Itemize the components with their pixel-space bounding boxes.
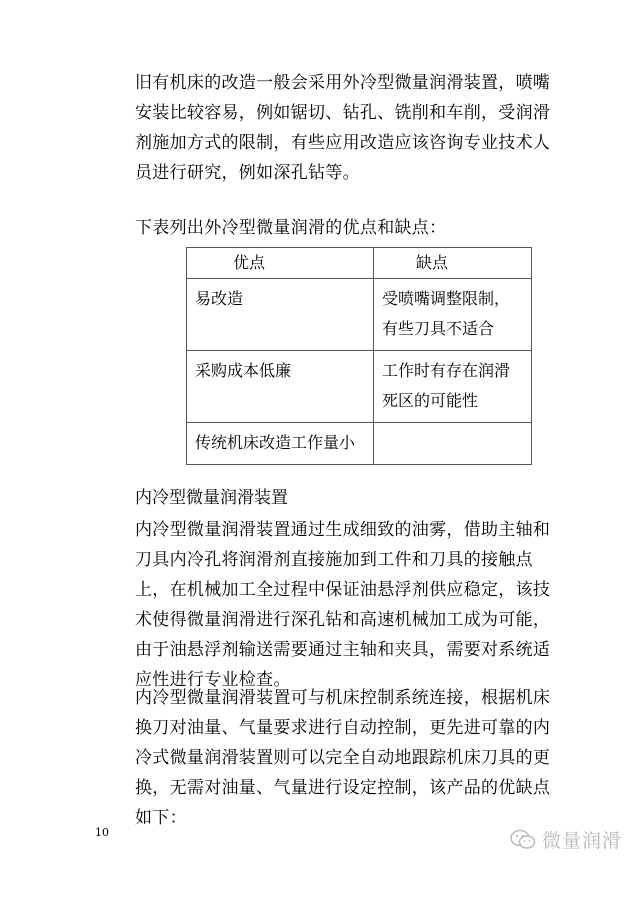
table-row: [187, 279, 532, 351]
table-cell-con: 受喷嘴调整限制，有些刀具不适合: [374, 279, 532, 351]
table-cell-con: 工作时有存在润滑死区的可能性: [374, 351, 532, 423]
table-cell-pro: 采购成本低廉: [187, 351, 374, 423]
page-number: 10: [95, 826, 109, 839]
paragraph-internal-cooling: 内冷型微量润滑装置通过生成细致的油雾，借助主轴和刀具内冷孔将润滑剂直接施加到工件和刀具的接触点上，在机械加工全过程中保证油悬浮剂供应稳定，该技术使得微量润滑进行深孔钻和高速机械加工成为可能，由于油悬浮剂输送需要通过主轴和夹具，需要对系统适应性进行专业检查。: [135, 520, 551, 690]
header-cons: 缺点: [374, 248, 532, 279]
table-cell-con: [374, 423, 532, 465]
section-heading: 内冷型微量润滑装置: [135, 488, 288, 508]
table-row: [187, 423, 532, 465]
paragraph-control: 内冷型微量润滑装置可与机床控制系统连接，根据机床换刀对油量、气量要求进行自动控制，更先进可靠的内冷式微量润滑装置则可以完全自动地跟踪机床刀具的更换，无需对油量、气量进行设定控制，该产品的优缺点如下：: [135, 688, 551, 828]
paragraph-retrofit: 旧有机床的改造一般会采用外冷型微量润滑装置，喷嘴安装比较容易，例如锯切、钻孔、铣削和车削，受润滑剂施加方式的限制，有些应用改造应该咨询专业技术人员进行研究，例如深孔钻等。: [135, 73, 551, 183]
watermark-text: 微量润滑: [542, 830, 623, 852]
table-cell-pro: 传统机床改造工作量小: [187, 423, 374, 465]
table-row: [187, 351, 532, 423]
table-header-row: [187, 248, 532, 279]
table-cell-pro: 易改造: [187, 279, 374, 351]
watermark: [510, 826, 622, 853]
header-pros: 优点: [187, 248, 374, 279]
wechat-icon: [510, 829, 536, 851]
table-intro: 下表列出外冷型微量润滑的优点和缺点：: [135, 218, 447, 238]
pros-cons-table: [186, 247, 532, 465]
